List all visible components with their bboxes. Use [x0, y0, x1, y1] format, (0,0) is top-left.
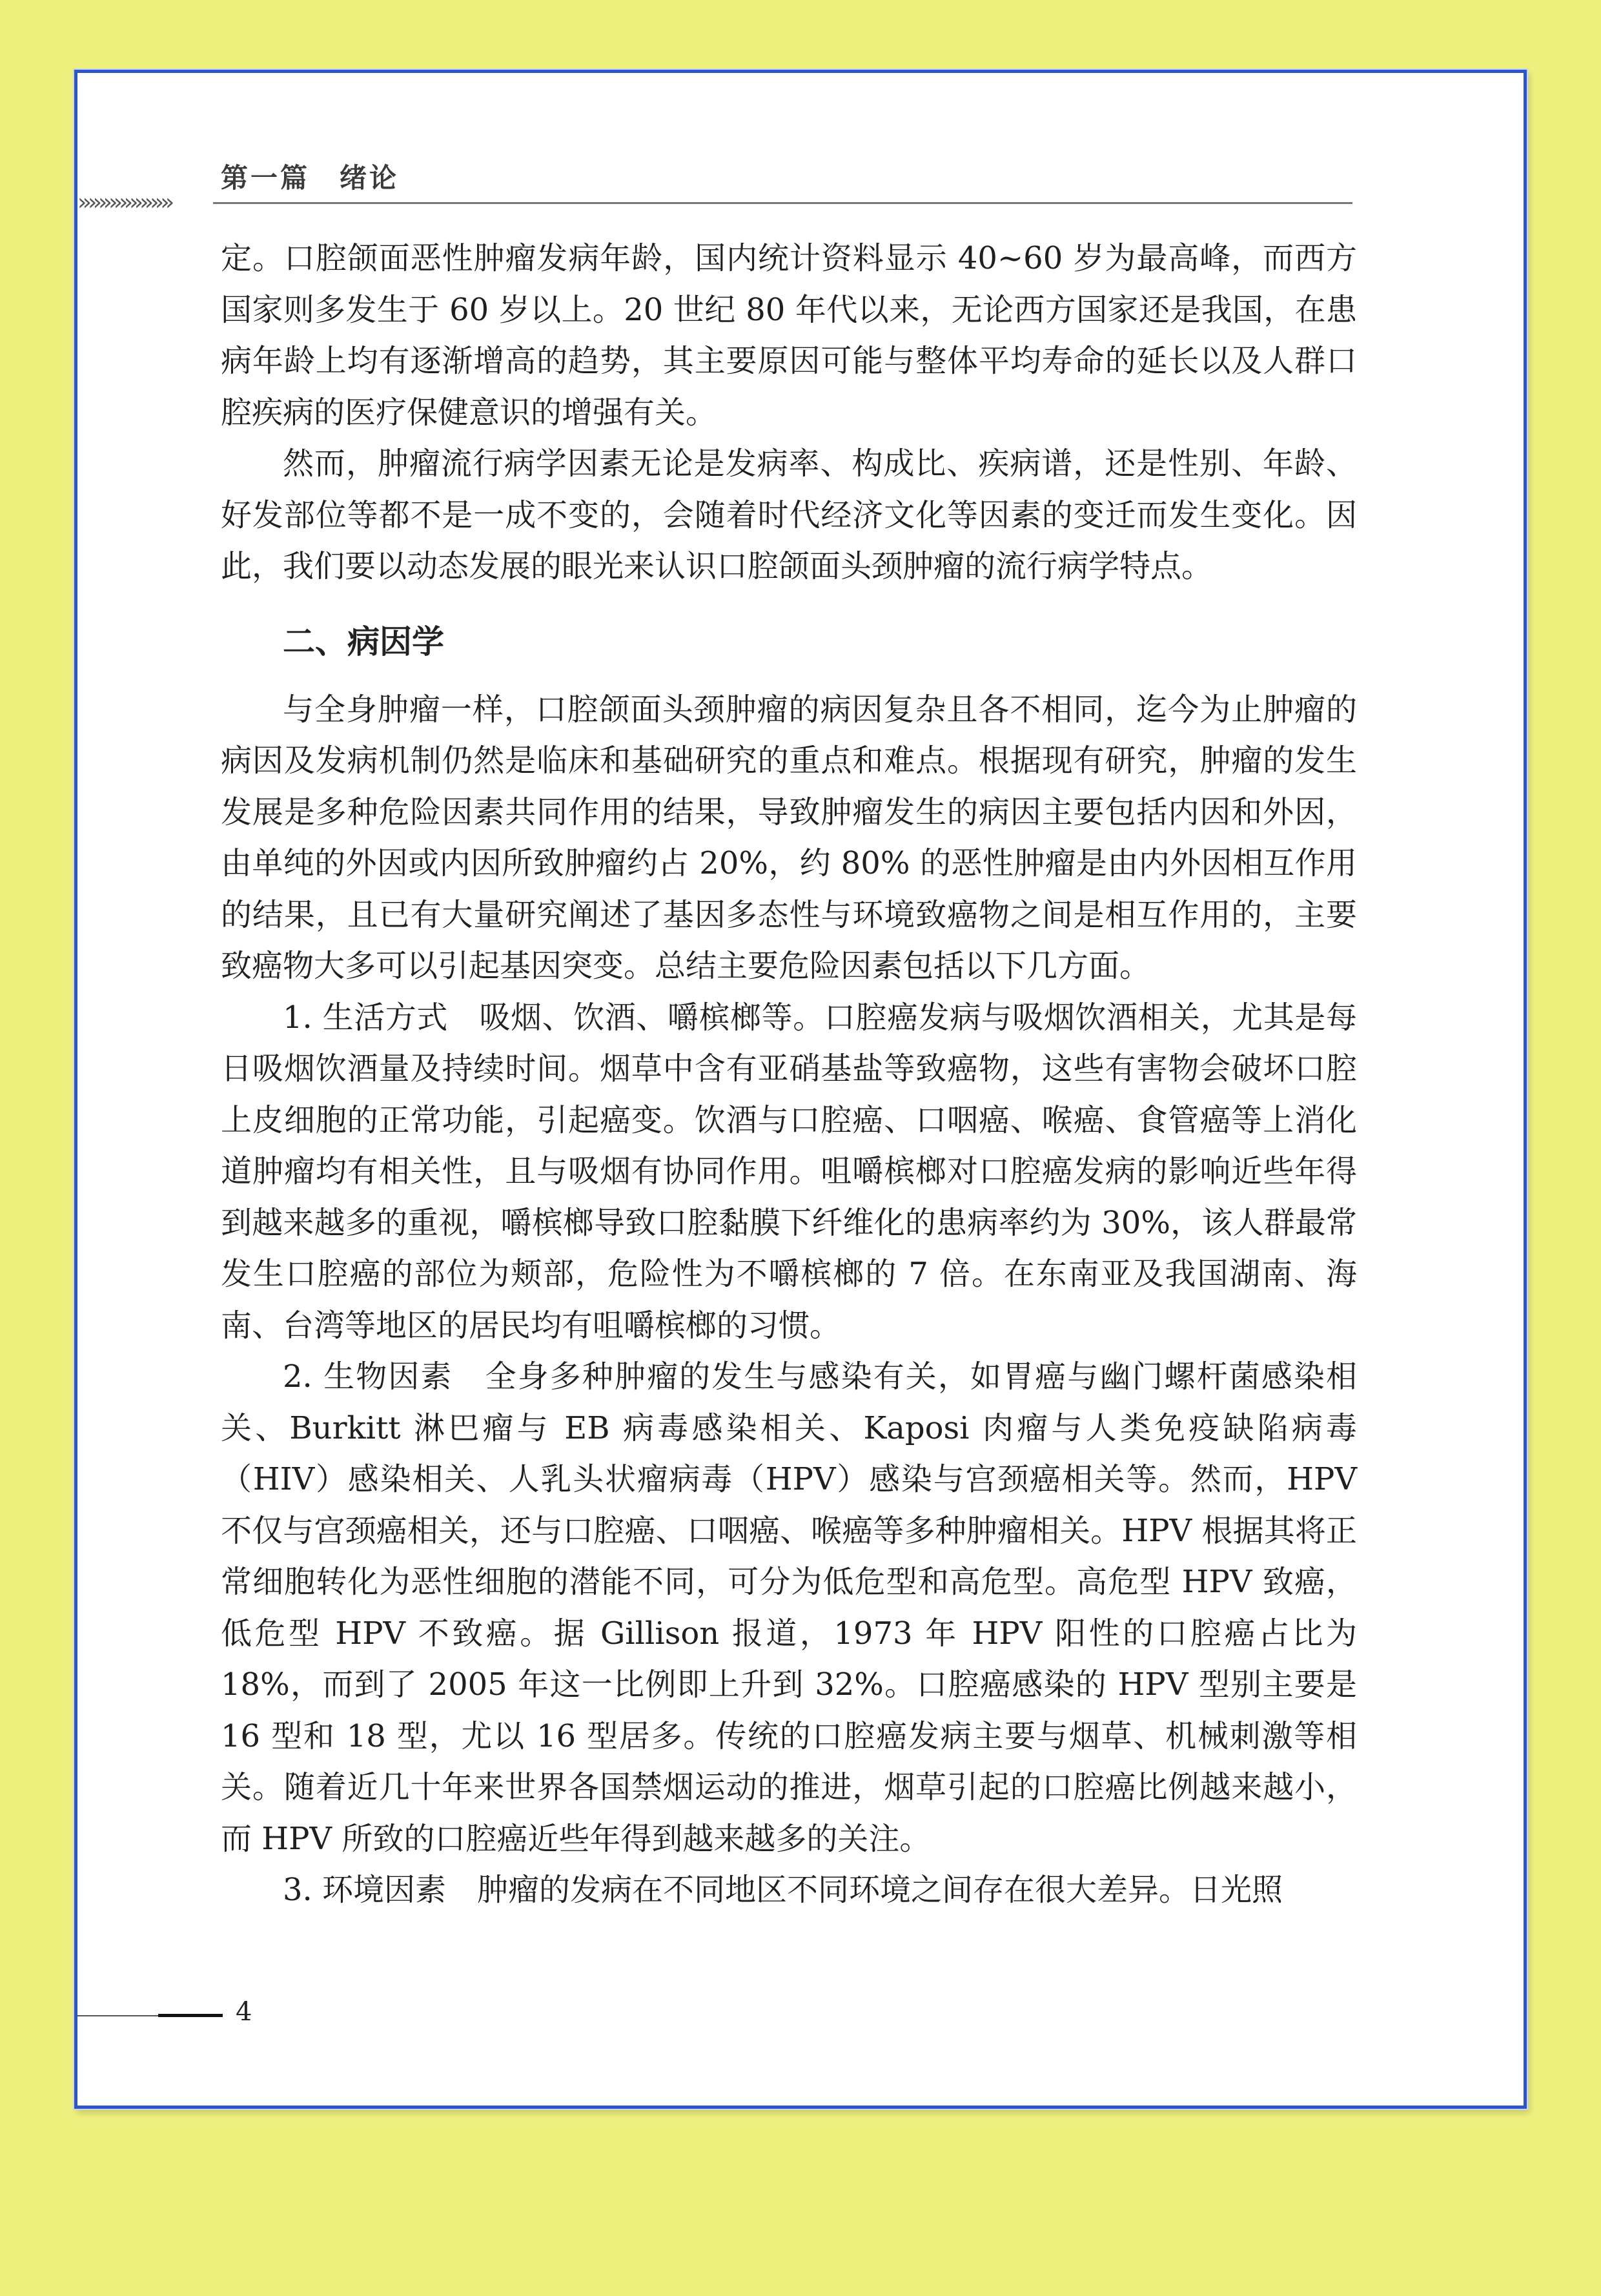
paragraph-3: 与全身肿瘤一样，口腔颌面头颈肿瘤的病因复杂且各不相同，迄今为止肿瘤的病因及发病机制仍然是临床和基础研究的重点和难点。根据现有研究，肿瘤的发生发展是多种危险因素共同作用的结果，导致肿瘤发生的病因主要包括内因和外因，由单纯的外因或内因所致肿瘤约占 20%，约 80% 的恶性肿瘤是由内外因相互作用的结果，且已有大量研究阐述了基因多态性与环境致癌物之间是相互作用的，主要致癌物大多可以引起基因突变。总结主要危险因素包括以下几方面。 [221, 691, 1357, 984]
header-chevron-decoration: »»»»»»»»» [77, 189, 171, 216]
paragraph-environment: 3. 环境因素 肿瘤的发病在不同地区不同环境之间存在很大差异。日光照 [283, 1872, 1283, 1908]
book-page [74, 70, 1527, 2109]
footer-rule-accent [158, 2014, 223, 2017]
paragraph-1: 定。口腔颌面恶性肿瘤发病年龄，国内统计资料显示 40~60 岁为最高峰，而西方国家则多发生于 60 岁以上。20 世纪 80 年代以来，无论西方国家还是我国，在患病年龄上均有逐渐增高的趋势，其主要原因可能与整体平均寿命的延长以及人群口腔疾病的医疗保健意识的增强有关。 [221, 240, 1357, 431]
paragraph-lifestyle: 1. 生活方式 吸烟、饮酒、嚼槟榔等。口腔癌发病与吸烟饮酒相关，尤其是每日吸烟饮酒量及持续时间。烟草中含有亚硝基盐等致癌物，这些有害物会破坏口腔上皮细胞的正常功能，引起癌变。饮酒与口腔癌、口咽癌、喉癌、食管癌等上消化道肿瘤均有相关性，且与吸烟有协同作用。咀嚼槟榔对口腔癌发病的影响近些年得到越来越多的重视，嚼槟榔导致口腔黏膜下纤维化的患病率约为 30%，该人群最常发生口腔癌的部位为颊部，危险性为不嚼槟榔的 7 倍。在东南亚及我国湖南、海南、台湾等地区的居民均有咀嚼槟榔的习惯。 [221, 999, 1357, 1344]
chapter-title: 第一篇 绪论 [221, 162, 400, 194]
page-number: 4 [236, 1997, 252, 2027]
paragraph-biological: 2. 生物因素 全身多种肿瘤的发生与感染有关，如胃癌与幽门螺杆菌感染相关、Burkitt 淋巴瘤与 EB 病毒感染相关、Kaposi 肉瘤与人类免疫缺陷病毒（HIV）感染相关、人乳头状瘤病毒（HPV）感染与宫颈癌相关等。然而，HPV 不仅与宫颈癌相关，还与口腔癌、口咽癌、喉癌等多种肿瘤相关。HPV 根据其将正常细胞转化为恶性细胞的潜能不同，可分为低危型和高危型。高危型 HPV 致癌，低危型 HPV 不致癌。据 Gillison 报道，1973 年 HPV 阳性的口腔癌占比为 18%，而到了 2005 年这一比例即上升到 32%。口腔癌感染的 HPV 型别主要是 16 型和 18 型，尤以 16 型居多。传统的口腔癌发病主要与烟草、机械刺激等相关。随着近几十年来世界各国禁烟运动的推进，烟草引起的口腔癌比例越来越小，而 HPV 所致的口腔癌近些年得到越来越多的关注。 [221, 1358, 1357, 1857]
body-text [221, 233, 1357, 1916]
header-rule [213, 202, 1352, 204]
paragraph-2: 然而，肿瘤流行病学因素无论是发病率、构成比、疾病谱，还是性别、年龄、好发部位等都不是一成不变的，会随着时代经济文化等因素的变迁而发生变化。因此，我们要以动态发展的眼光来认识口腔颌面头颈肿瘤的流行病学特点。 [221, 446, 1357, 584]
section-heading: 二、病因学 [283, 622, 444, 661]
